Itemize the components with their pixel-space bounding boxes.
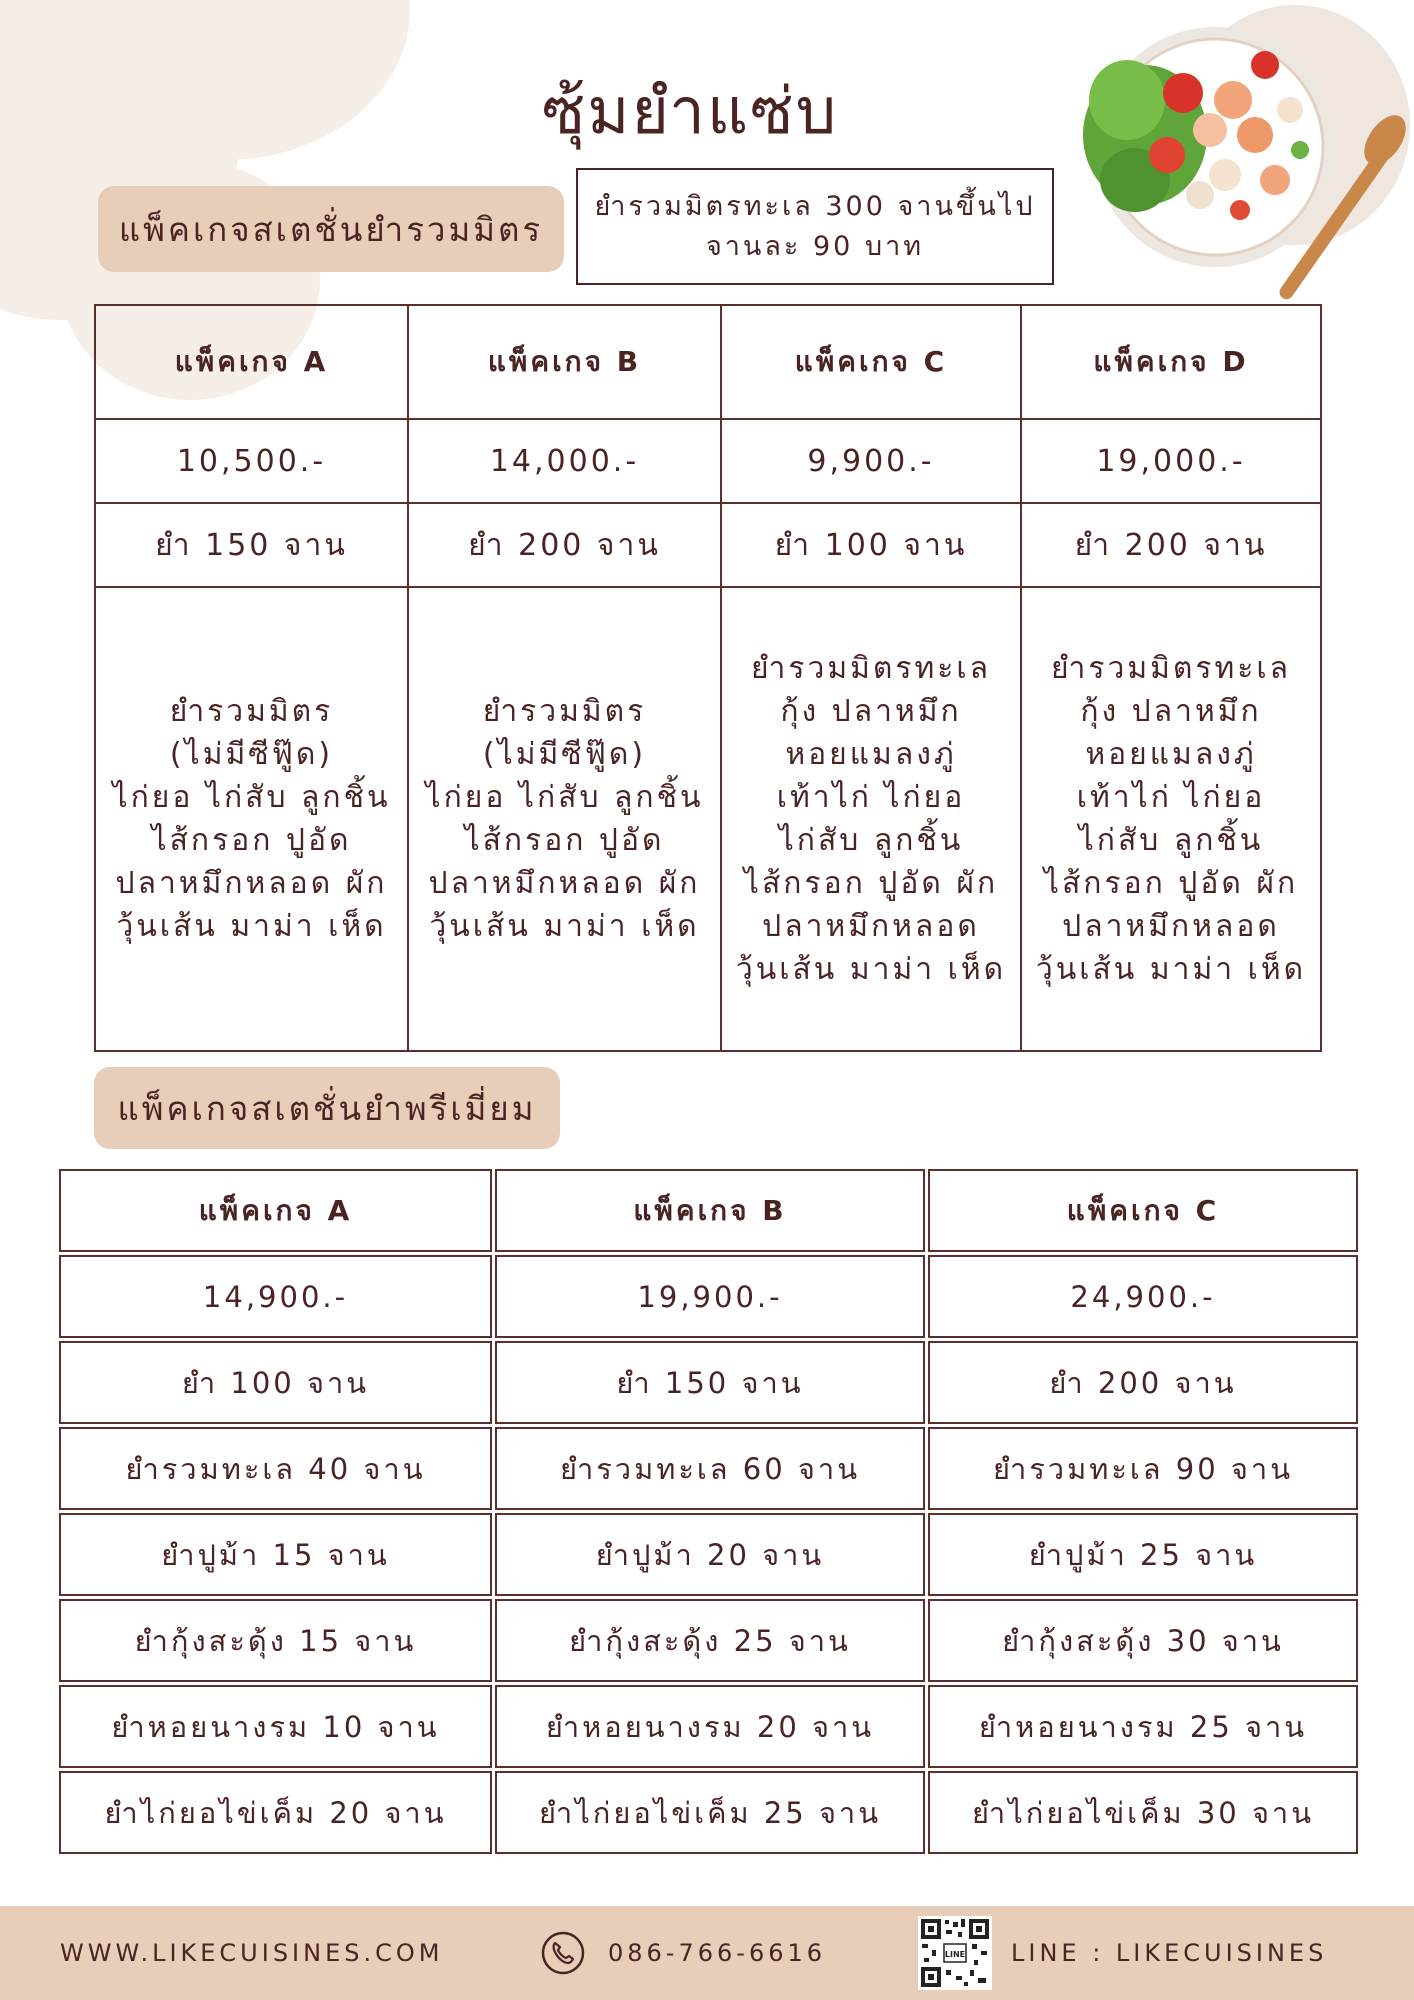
- package-items: [1021, 587, 1321, 1051]
- table-row: [59, 1169, 1358, 1252]
- item-line: ไส้กรอก ปูอัด: [151, 823, 352, 858]
- item-line: ไส้กรอก ปูอัด ผัก: [743, 866, 999, 901]
- notice-line1: ยำรวมมิตรทะเล 300 จานขึ้นไป: [594, 190, 1036, 222]
- package-name: แพ็คเกจ B: [408, 305, 721, 419]
- item-line: ไก่สับ ลูกชิ้น: [778, 823, 964, 858]
- item-line: กุ้ง ปลาหมึก: [1080, 694, 1262, 729]
- package-price: 19,900.-: [495, 1255, 925, 1338]
- package-item: ยำกุ้งสะดุ้ง 30 จาน: [928, 1599, 1358, 1682]
- table-row: [59, 1341, 1358, 1424]
- package-name: แพ็คเกจ C: [721, 305, 1021, 419]
- footer-bar: [0, 1906, 1414, 2000]
- item-line: (ไม่มีซีฟู๊ด): [482, 737, 647, 772]
- package-name: แพ็คเกจ A: [95, 305, 408, 419]
- item-line: ไก่สับ ลูกชิ้น: [1078, 823, 1264, 858]
- table-row: [95, 587, 1321, 1051]
- package-item: ยำปูม้า 20 จาน: [495, 1513, 925, 1596]
- package-price: 14,000.-: [408, 419, 721, 503]
- package-qty: ยำ 100 จาน: [59, 1341, 492, 1424]
- package-item: ยำกุ้งสะดุ้ง 25 จาน: [495, 1599, 925, 1682]
- item-line: ยำรวมมิตร: [169, 694, 334, 729]
- item-line: หอยแมลงภู่: [785, 737, 957, 772]
- package-price: 9,900.-: [721, 419, 1021, 503]
- food-plate-image: [1065, 5, 1410, 305]
- line-id[interactable]: LINE : LIKECUISINES: [1011, 1939, 1328, 1967]
- qr-label: LINE: [944, 1950, 966, 1959]
- item-line: ไก่ยอ ไก่สับ ลูกชิ้น: [112, 780, 391, 815]
- item-line: เท้าไก่ ไก่ยอ: [1076, 780, 1266, 815]
- item-line: วุ้นเส้น มาม่า เห็ด: [1035, 952, 1307, 987]
- package-price: 14,900.-: [59, 1255, 492, 1338]
- package-item: ยำปูม้า 25 จาน: [928, 1513, 1358, 1596]
- notice-box: [576, 168, 1054, 285]
- package-item: ยำไก่ยอไข่เค็ม 20 จาน: [59, 1771, 492, 1854]
- package-qty: ยำ 100 จาน: [721, 503, 1021, 587]
- package-item: ยำปูม้า 15 จาน: [59, 1513, 492, 1596]
- notice-line2: จานละ 90 บาท: [705, 230, 925, 262]
- package-items: [721, 587, 1021, 1051]
- item-line: เท้าไก่ ไก่ยอ: [776, 780, 966, 815]
- table-row: [59, 1771, 1358, 1854]
- package-qty: ยำ 200 จาน: [1021, 503, 1321, 587]
- package-item: ยำรวมทะเล 90 จาน: [928, 1427, 1358, 1510]
- package-name: แพ็คเกจ C: [928, 1169, 1358, 1252]
- section2-label: แพ็คเกจสเตชั่นยำพรีเมี่ยม: [94, 1067, 560, 1149]
- package-item: ยำหอยนางรม 25 จาน: [928, 1685, 1358, 1768]
- package-qty: ยำ 200 จาน: [408, 503, 721, 587]
- package-price: 24,900.-: [928, 1255, 1358, 1338]
- table-row: [95, 305, 1321, 419]
- item-line: กุ้ง ปลาหมึก: [780, 694, 962, 729]
- item-line: ยำรวมมิตรทะเล: [750, 651, 992, 686]
- package-item: ยำกุ้งสะดุ้ง 15 จาน: [59, 1599, 492, 1682]
- package-item: ยำหอยนางรม 20 จาน: [495, 1685, 925, 1768]
- qr-code-icon: [918, 1916, 992, 1990]
- table-row: [59, 1427, 1358, 1510]
- item-line: ปลาหมึกหลอด: [1062, 909, 1280, 944]
- item-line: ไก่ยอ ไก่สับ ลูกชิ้น: [425, 780, 704, 815]
- mixed-yum-package-table: [94, 304, 1322, 1052]
- package-price: 19,000.-: [1021, 419, 1321, 503]
- item-line: วุ้นเส้น มาม่า เห็ด: [116, 909, 387, 944]
- package-name: แพ็คเกจ D: [1021, 305, 1321, 419]
- table-row: [59, 1255, 1358, 1338]
- package-name: แพ็คเกจ B: [495, 1169, 925, 1252]
- package-qty: ยำ 200 จาน: [928, 1341, 1358, 1424]
- item-line: ปลาหมึกหลอด: [762, 909, 980, 944]
- table-row: [95, 503, 1321, 587]
- item-line: ยำรวมมิตรทะเล: [1050, 651, 1292, 686]
- package-item: ยำรวมทะเล 40 จาน: [59, 1427, 492, 1510]
- phone-icon: [540, 1930, 586, 1976]
- phone-number[interactable]: 086-766-6616: [608, 1939, 827, 1967]
- item-line: ไส้กรอก ปูอัด ผัก: [1043, 866, 1299, 901]
- item-line: (ไม่มีซีฟู๊ด): [169, 737, 334, 772]
- item-line: วุ้นเส้น มาม่า เห็ด: [429, 909, 700, 944]
- item-line: ปลาหมึกหลอด ผัก: [428, 866, 701, 901]
- package-items: [95, 587, 408, 1051]
- package-item: ยำไก่ยอไข่เค็ม 30 จาน: [928, 1771, 1358, 1854]
- package-item: ยำไก่ยอไข่เค็ม 25 จาน: [495, 1771, 925, 1854]
- item-line: ยำรวมมิตร: [482, 694, 647, 729]
- package-item: ยำรวมทะเล 60 จาน: [495, 1427, 925, 1510]
- item-line: ปลาหมึกหลอด ผัก: [115, 866, 388, 901]
- website-link[interactable]: WWW.LIKECUISINES.COM: [60, 1939, 444, 1967]
- item-line: หอยแมลงภู่: [1085, 737, 1257, 772]
- section1-label: แพ็คเกจสเตชั่นยำรวมมิตร: [98, 186, 564, 272]
- premium-yum-package-table: [56, 1166, 1361, 1857]
- page-title: ซุ้มยำแซ่บ: [541, 75, 839, 149]
- package-qty: ยำ 150 จาน: [495, 1341, 925, 1424]
- item-line: วุ้นเส้น มาม่า เห็ด: [735, 952, 1007, 987]
- package-qty: ยำ 150 จาน: [95, 503, 408, 587]
- table-row: [95, 419, 1321, 503]
- package-items: [408, 587, 721, 1051]
- item-line: ไส้กรอก ปูอัด: [464, 823, 665, 858]
- package-price: 10,500.-: [95, 419, 408, 503]
- table-row: [59, 1599, 1358, 1682]
- package-item: ยำหอยนางรม 10 จาน: [59, 1685, 492, 1768]
- table-row: [59, 1685, 1358, 1768]
- package-name: แพ็คเกจ A: [59, 1169, 492, 1252]
- table-row: [59, 1513, 1358, 1596]
